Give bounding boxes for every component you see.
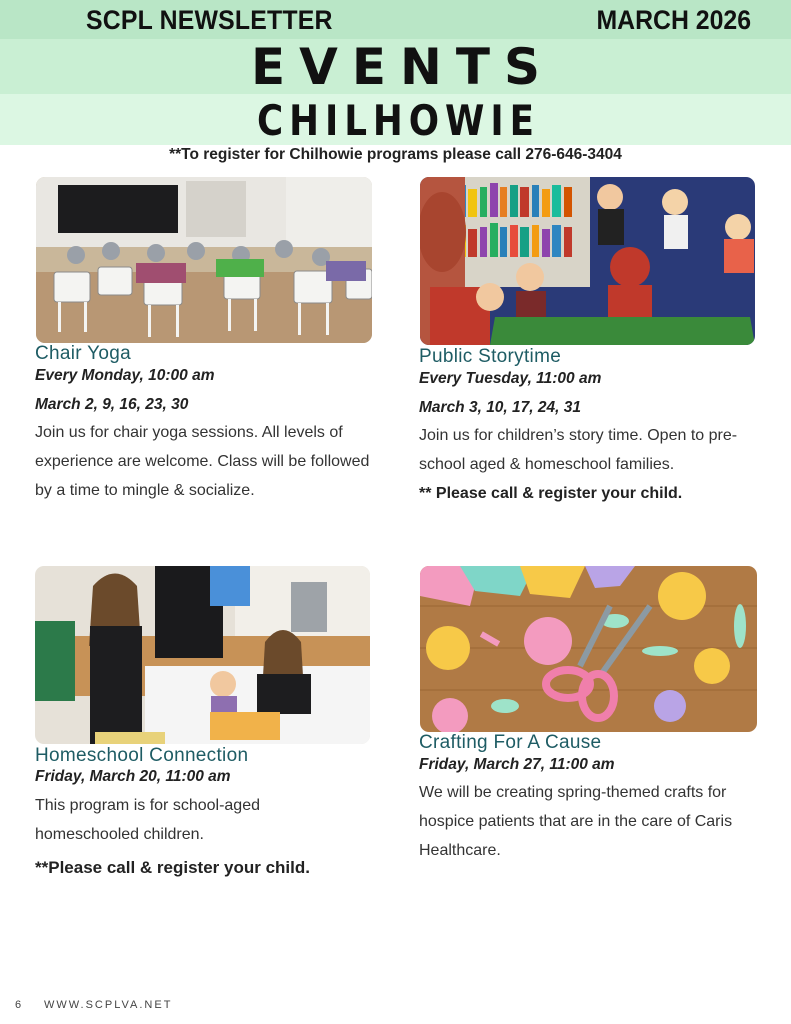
newsletter-title: SCPL NEWSLETTER xyxy=(86,5,333,35)
event-schedule: Friday, March 27, 11:00 am xyxy=(419,756,615,773)
event-description: Join us for chair yoga sessions. All levels of experience are welcome. Class will be followed by a time to mingle & socialize. xyxy=(35,424,370,499)
event-schedule: Every Monday, 10:00 am xyxy=(35,367,215,384)
section-heading: EVENTS xyxy=(251,38,554,96)
event-title: Chair Yoga xyxy=(35,343,131,364)
event-description: This program is for school-aged homeschooled children. xyxy=(35,797,260,843)
event-title: Public Storytime xyxy=(419,346,562,367)
event-dates: March 3, 10, 17, 24, 31 xyxy=(419,399,581,416)
event-description: Join us for children’s story time. Open to pre-school aged & homeschool families. xyxy=(419,427,738,473)
event-title: Homeschool Connection xyxy=(35,745,249,766)
event-schedule: Every Tuesday, 11:00 am xyxy=(419,370,602,387)
homeschool-photo xyxy=(35,566,370,744)
crafting-photo xyxy=(420,566,757,732)
event-dates: March 2, 9, 16, 23, 30 xyxy=(35,396,189,413)
chair-yoga-photo xyxy=(36,177,372,343)
storytime-photo xyxy=(420,177,755,345)
event-title: Crafting For A Cause xyxy=(419,732,602,753)
newsletter-date: MARCH 2026 xyxy=(596,5,751,35)
register-child-note: **Please call & register your child. xyxy=(35,858,310,877)
page-number: 6 xyxy=(15,999,22,1011)
register-child-note: ** Please call & register your child. xyxy=(419,485,683,502)
register-note: **To register for Chilhowie programs please call 276-646-3404 xyxy=(169,146,622,163)
website-link[interactable]: WWW.SCPLVA.NET xyxy=(44,999,173,1011)
event-description: We will be creating spring-themed crafts for hospice patients that are in the care of Caris Healthcare. xyxy=(419,784,733,859)
location-heading: CHILHOWIE xyxy=(257,96,540,145)
event-schedule: Friday, March 20, 11:00 am xyxy=(35,768,231,785)
